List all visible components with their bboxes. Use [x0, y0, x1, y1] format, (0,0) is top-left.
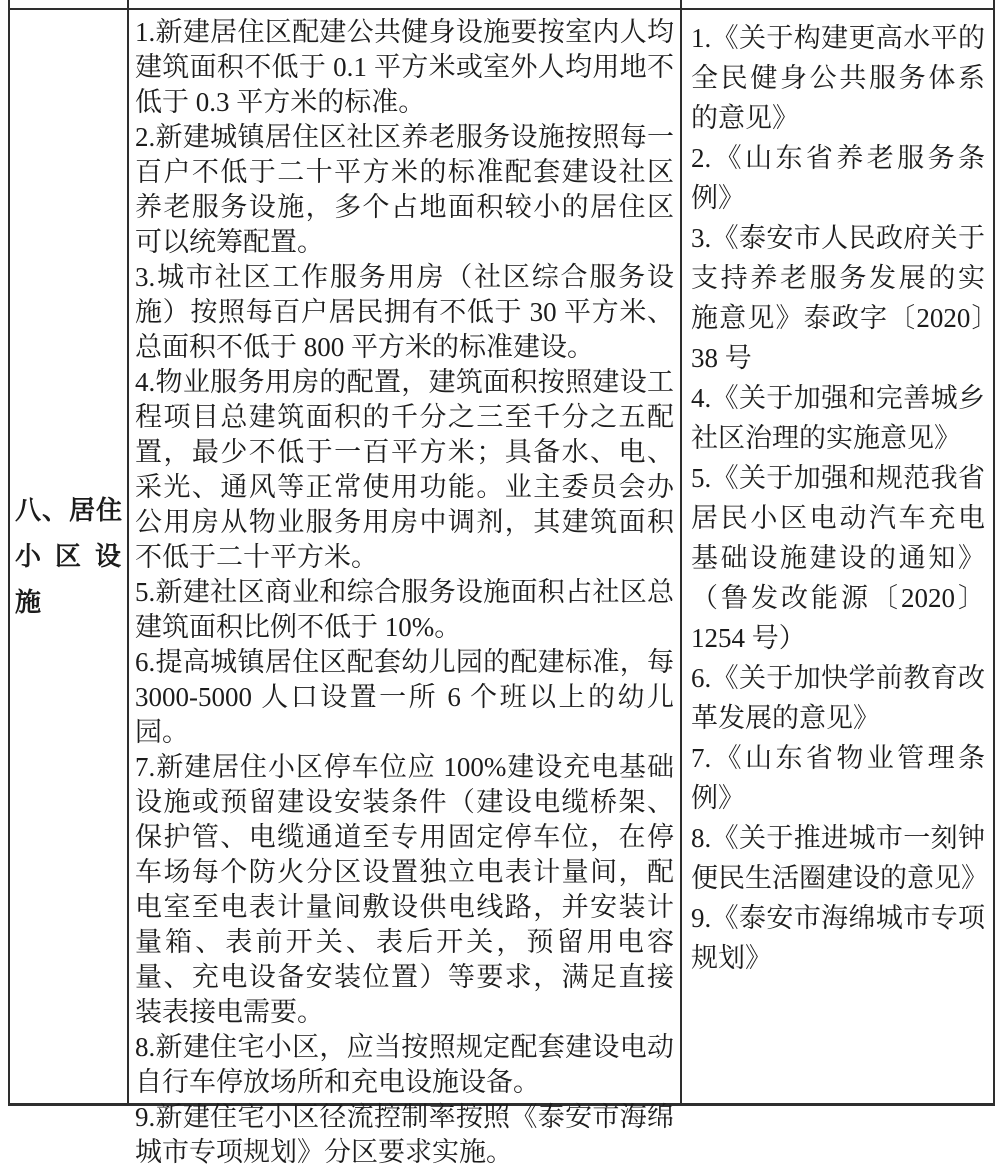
- reference-item: 7.《山东省物业管理条例》: [691, 743, 985, 813]
- requirement-item: 2.新建城镇居住区社区养老服务设施按照每一百户不低于二十平方米的标准配套建设社区养老服务设施，多个占地面积较小的居住区可以统筹配置。: [135, 122, 674, 257]
- requirement-item: 9.新建住宅小区径流控制率按照《泰安市海绵城市专项规划》分区要求实施。: [135, 1102, 674, 1167]
- requirement-item: 6.提高城镇居住区配套幼儿园的配建标准，每 3000-5000 人口设置一所 6 个班以上的幼儿园。: [135, 647, 674, 747]
- table-row-residential-facilities: [8, 10, 995, 1167]
- requirements-list: [135, 15, 674, 1170]
- category-label-line: 小区设: [15, 541, 122, 571]
- regulations-table: [8, 0, 995, 1167]
- reference-item: 5.《关于加强和规范我省居民小区电动汽车充电基础设施建设的通知》（鲁发改能源〔2020〕1254 号）: [691, 463, 985, 653]
- reference-item: 4.《关于加强和完善城乡社区治理的实施意见》: [691, 383, 985, 453]
- requirement-item: 4.物业服务用房的配置，建筑面积按照建设工程项目总建筑面积的千分之三至千分之五配置，最少不低于一百平方米；具备水、电、采光、通风等正常使用功能。业主委员会办公用房从物业服务用房中调剂，其建筑面积不低于二十平方米。: [135, 367, 674, 572]
- requirement-item: 1.新建居住区配建公共健身设施要按室内人均建筑面积不低于 0.1 平方米或室外人均用地不低于 0.3 平方米的标准。: [135, 17, 674, 117]
- reference-item: 6.《关于加快学前教育改革发展的意见》: [691, 663, 985, 733]
- reference-item: 2.《山东省养老服务条例》: [691, 143, 985, 213]
- category-cell: [8, 10, 127, 1103]
- requirement-item: 8.新建住宅小区，应当按照规定配套建设电动自行车停放场所和充电设施设备。: [135, 1032, 674, 1097]
- requirement-item: 7.新建居住小区停车位应 100%建设充电基础设施或预留建设安装条件（建设电缆桥架、保护管、电缆通道至专用固定停车位，在停车场每个防火分区设置独立电表计量间，配电室至电表计量间敷设供电线路，并安装计量箱、表前开关、表后开关，预留用电容量、充电设备安装位置）等要求，满足直接装表接电需要。: [135, 752, 674, 1027]
- reference-item: 8.《关于推进城市一刻钟便民生活圈建设的意见》: [691, 823, 988, 893]
- references-cell: [680, 10, 995, 1103]
- category-label-line: 施: [15, 587, 43, 617]
- requirement-item: 5.新建社区商业和综合服务设施面积占社区总建筑面积比例不低于 10%。: [135, 577, 674, 642]
- previous-row-stub: [8, 0, 995, 10]
- reference-item: 1.《关于构建更高水平的全民健身公共服务体系的意见》: [691, 23, 985, 133]
- previous-row-cell-category: [8, 0, 127, 8]
- category-label-line: 八、居住: [15, 495, 124, 525]
- references-list: [691, 18, 988, 978]
- category-label: [15, 488, 122, 626]
- previous-row-cell-requirements: [127, 0, 680, 8]
- requirements-cell: [127, 10, 680, 1167]
- requirement-item: 3.城市社区工作服务用房（社区综合服务设施）按照每百户居民拥有不低于 30 平方米、总面积不低于 800 平方米的标准建设。: [135, 262, 674, 362]
- reference-item: 9.《泰安市海绵城市专项规划》: [691, 903, 985, 973]
- previous-row-cell-references: [680, 0, 995, 8]
- reference-item: 3.《泰安市人民政府关于支持养老服务发展的实施意见》泰政字〔2020〕38 号: [691, 223, 985, 373]
